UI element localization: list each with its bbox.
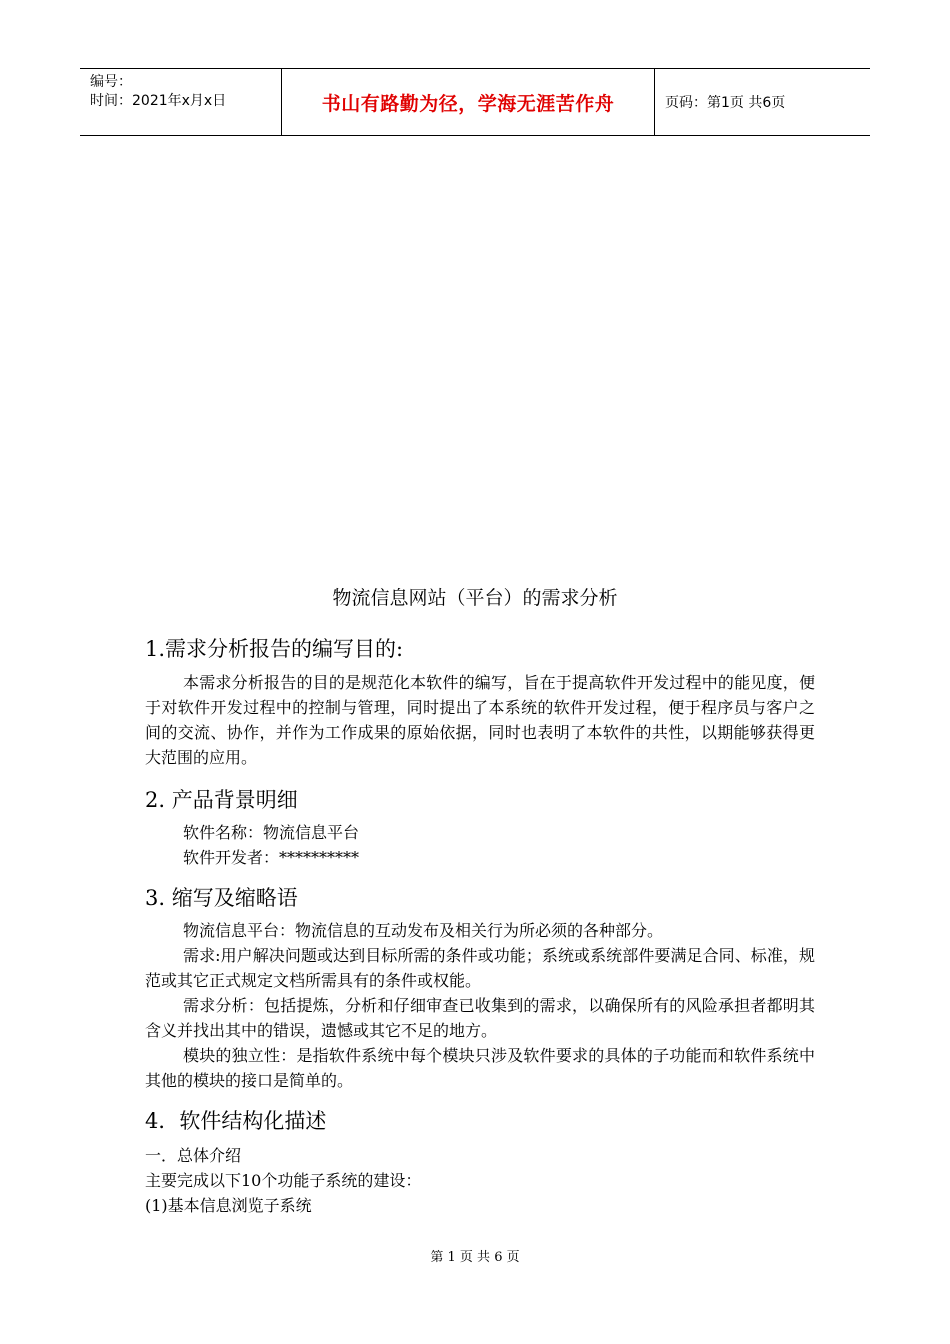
doc-time-label: 时间：2021年x月x日 [90, 93, 227, 109]
section-1-body: 本需求分析报告的目的是规范化本软件的编写，旨在于提高软件开发过程中的能见度，便于对软件开发过程中的控制与管理，同时提出了本系统的软件开发过程，便于程序员与客户之间的交流、协作，并作为工作成果的原始依据，同时也表明了本软件的共性，以期能够获得更大范围的应用。 [145, 673, 815, 767]
overview-subheading: 一．总体介绍 [145, 1146, 242, 1165]
section-3-heading: 3. 缩写及缩略语 [145, 886, 298, 910]
header-meta [80, 69, 282, 135]
definition-requirement: 需求:用户解决问题或达到目标所需的条件或功能；系统或系统部件要满足合同、标准，规范或其它正式规定文档所需具有的条件或权能。 [145, 946, 815, 990]
section-4-heading: 4．软件结构化描述 [145, 1109, 327, 1133]
document-title: 物流信息网站（平台）的需求分析 [332, 587, 618, 609]
header-motto: 书山有路勤为径，学海无涯苦作舟 [282, 69, 655, 135]
doc-number-label: 编号： [90, 74, 132, 90]
section-2-heading: 2. 产品背景明细 [145, 788, 298, 812]
header-table [80, 68, 870, 136]
section-1-heading: 1.需求分析报告的编写目的: [145, 637, 404, 661]
overview-intro: 主要完成以下10个功能子系统的建设： [145, 1171, 422, 1190]
definition-platform: 物流信息平台：物流信息的互动发布及相关行为所必须的各种部分。 [183, 921, 664, 940]
definition-requirement-analysis: 需求分析：包括提炼，分析和仔细审查已收集到的需求，以确保所有的风险承担者都明其含义并找出其中的错误，遗憾或其它不足的地方。 [145, 996, 815, 1040]
page-footer: 第 1 页 共 6 页 [430, 1250, 520, 1265]
software-developer: 软件开发者：********** [183, 848, 360, 867]
header-page-label: 页码：第1页 共6页 [665, 95, 786, 111]
definition-module-independence: 模块的独立性：是指软件系统中每个模块只涉及软件要求的具体的子功能而和软件系统中其他的模块的接口是简单的。 [145, 1046, 815, 1090]
subsystem-item-1: (1)基本信息浏览子系统 [145, 1196, 312, 1215]
software-name: 软件名称：物流信息平台 [183, 823, 360, 842]
